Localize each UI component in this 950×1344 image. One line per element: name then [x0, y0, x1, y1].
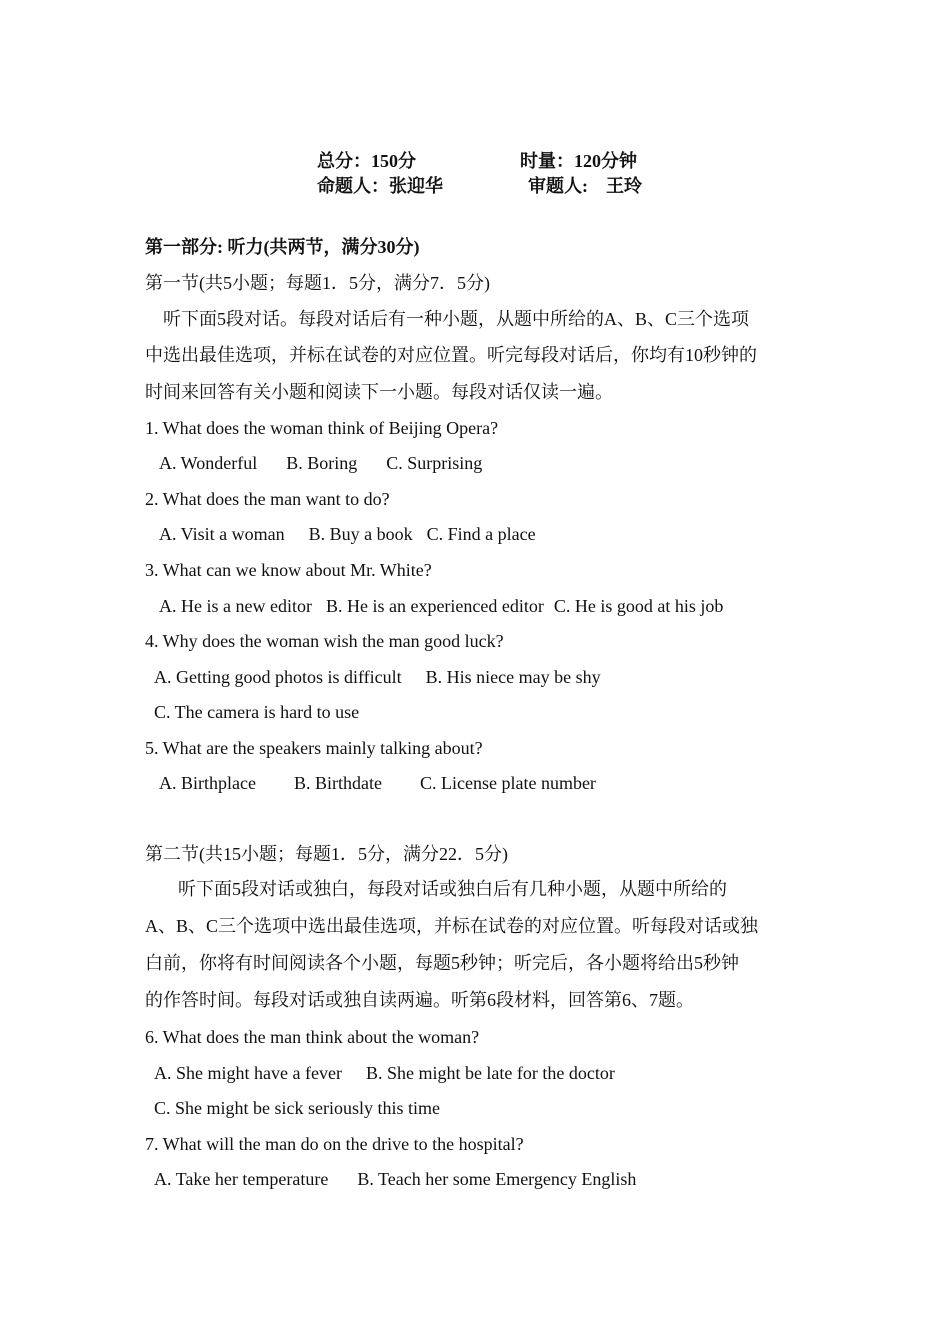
option-b: B. Teach her some Emergency English: [357, 1169, 637, 1189]
option-a: A. She might have a fever: [154, 1063, 342, 1083]
option-row: [159, 771, 596, 795]
option-row: [159, 451, 482, 475]
option-c: C. She might be sick seriously this time: [154, 1098, 440, 1118]
option-a: A. Take her temperature: [154, 1169, 329, 1189]
section1-instruction-line: 时间来回答有关小题和阅读下一小题。每段对话仅读一遍。: [145, 382, 613, 402]
option-b: B. He is an experienced editor: [325, 596, 544, 616]
section2-instruction-line: 的作答时间。每段对话或独自读两遍。听第6段材料，回答第6、7题。: [145, 990, 694, 1010]
part1-title: 第一部分: 听力(共两节，满分30分): [145, 237, 420, 257]
question-stem: 5. What are the speakers mainly talking about?: [145, 738, 483, 758]
option-c: C. License plate number: [419, 773, 596, 793]
section2-title: 第二节(共15小题；每题1．5分，满分22．5分): [145, 844, 508, 864]
question-stem: 3. What can we know about Mr. White?: [145, 560, 432, 580]
question-stem: 1. What does the woman think of Beijing Opera?: [145, 418, 499, 438]
option-b: B. Buy a book: [308, 524, 413, 544]
option-a: A. Getting good photos is difficult: [154, 667, 402, 687]
option-a: A. Wonderful: [159, 453, 258, 473]
time-limit: 时量：120分钟: [520, 151, 637, 171]
question-stem: 6. What does the man think about the woman?: [145, 1027, 480, 1047]
section2-instruction-line: A、B、C三个选项中选出最佳选项，并标在试卷的对应位置。听每段对话或独: [145, 916, 759, 936]
section2-instruction-line: 白前，你将有时间阅读各个小题，每题5秒钟；听完后，各小题将给出5秒钟: [145, 953, 739, 973]
option-c: C. Surprising: [386, 453, 483, 473]
option-a: A. He is a new editor: [159, 596, 312, 616]
option-c: C. Find a place: [426, 524, 536, 544]
section1-title: 第一节(共5小题；每题1．5分，满分7．5分): [145, 273, 490, 293]
option-row: [159, 594, 723, 618]
option-a: A. Visit a woman: [159, 524, 285, 544]
section2-instruction-line: 听下面5段对话或独白，每段对话或独白后有几种小题，从题中所给的: [178, 879, 727, 899]
option-c: C. The camera is hard to use: [154, 702, 360, 722]
option-b: B. She might be late for the doctor: [365, 1063, 615, 1083]
option-row: [154, 1061, 615, 1085]
option-a: A. Birthplace: [159, 773, 256, 793]
option-c: C. He is good at his job: [553, 596, 724, 616]
option-b: B. His niece may be shy: [425, 667, 601, 687]
option-b: B. Birthdate: [293, 773, 382, 793]
option-row: [154, 665, 601, 689]
section1-instruction-line: 听下面5段对话。每段对话后有一种小题，从题中所给的A、B、C三个选项: [163, 309, 750, 329]
reviewer: 审题人: 王玲: [528, 176, 642, 196]
option-row: [159, 522, 536, 546]
section1-instruction-line: 中选出最佳选项，并标在试卷的对应位置。听完每段对话后，你均有10秒钟的: [145, 345, 757, 365]
option-row: [154, 1167, 636, 1191]
option-b: B. Boring: [286, 453, 358, 473]
question-stem: 7. What will the man do on the drive to the hospital?: [145, 1134, 524, 1154]
question-stem: 4. Why does the woman wish the man good luck?: [145, 631, 504, 651]
author: 命题人：张迎华: [317, 176, 443, 196]
total-score: 总分：150分: [317, 151, 416, 171]
question-stem: 2. What does the man want to do?: [145, 489, 390, 509]
